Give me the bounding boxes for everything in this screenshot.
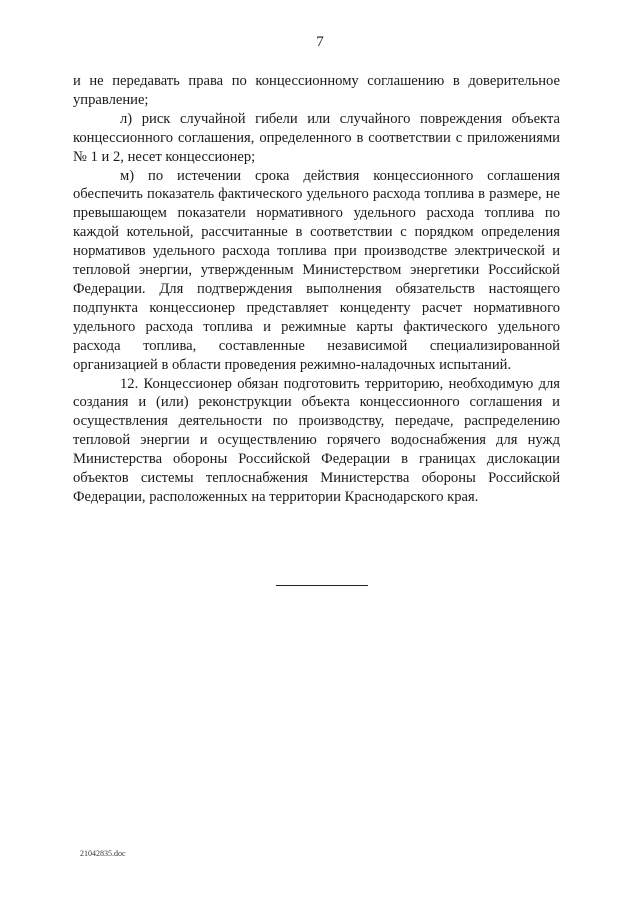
page-number: 7	[316, 34, 324, 50]
paragraph-item-m: м) по истечении срока действия концессионного соглашения обеспечить показатель фактического удельного расхода топлива в размере, не превышающем показатели нормативного удельного расхода топлива по каждой котельной, рассчитанные в соответствии с порядком определения нормативов удельного расхода топлива при производстве электрической и тепловой энергии, утвержденным Министерством энергетики Российской Федерации. Для подтверждения выполнения обязательств настоящего подпункта концессионер представляет концеденту расчет нормативного удельного расхода топлива и режимные карты фактического удельного расхода топлива, составленные независимой специализированной организацией в области проведения режимно-наладочных испытаний.	[73, 167, 560, 373]
end-separator-line	[276, 585, 368, 586]
paragraph-item-l: л) риск случайной гибели или случайного повреждения объекта концессионного соглашения, определенного в соответствии с приложениями № 1 и 2, несет концессионер;	[73, 110, 560, 165]
paragraph-continuation: и не передавать права по концессионному соглашению в доверительное управление;	[73, 73, 560, 108]
document-body	[73, 72, 560, 507]
footer-filename: 21042835.doc	[80, 849, 126, 858]
paragraph-clause-12: 12. Концессионер обязан подготовить территорию, необходимую для создания и (или) реконструкции объекта концессионного соглашения и осуществления деятельности по производству, передаче, распределению тепловой энергии и осуществлению горячего водоснабжения для нужд Министерства обороны Российской Федерации в границах дислокации объектов системы теплоснабжения Министерства обороны Российской Федерации, расположенных на территории Краснодарского края.	[73, 375, 560, 505]
